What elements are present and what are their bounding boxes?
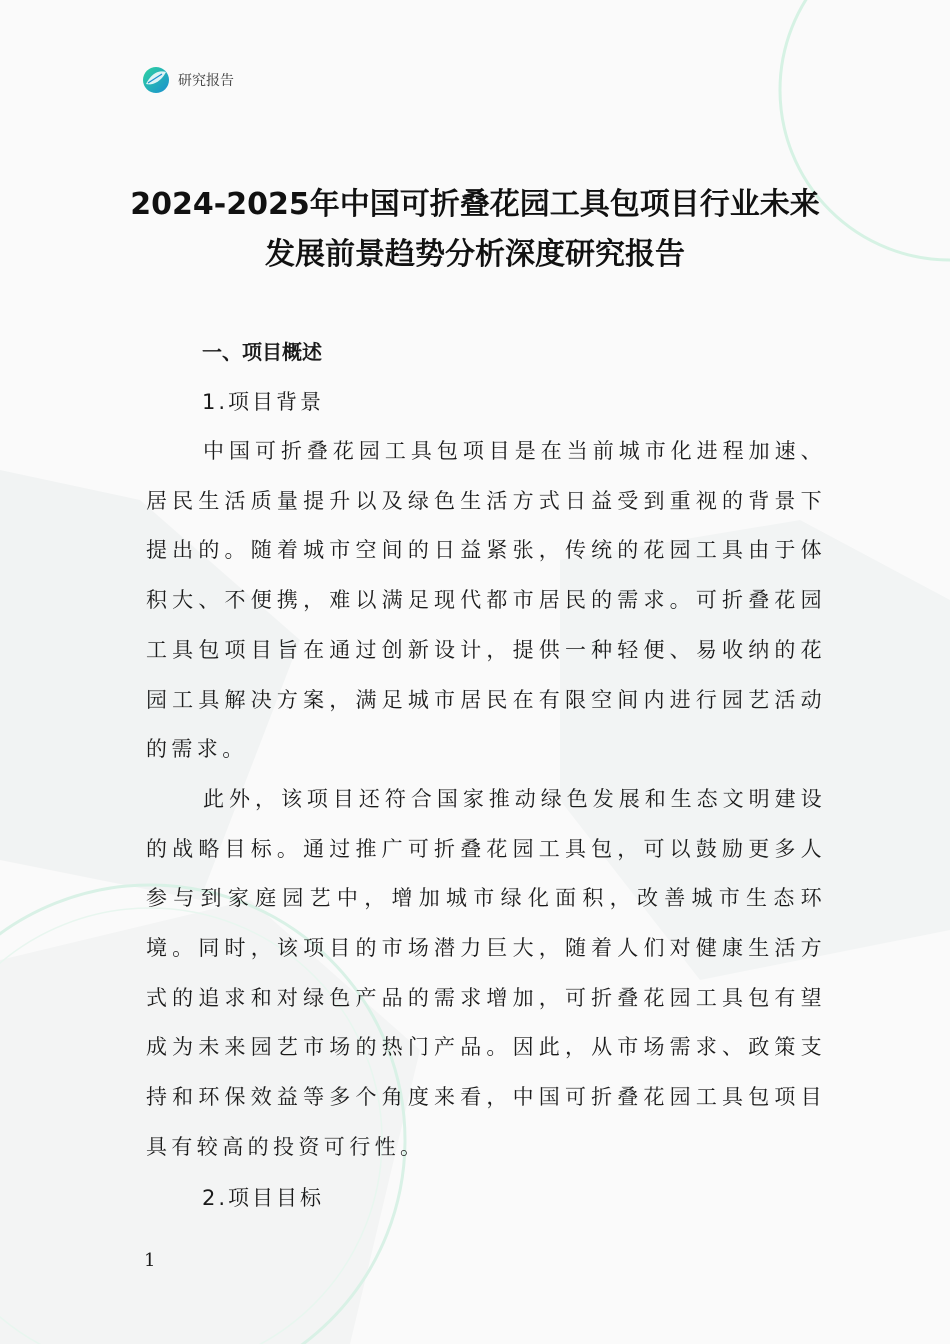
subsection-heading-goal: 2.项目目标 bbox=[202, 1185, 325, 1210]
header-label: 研究报告 bbox=[178, 73, 234, 89]
subsection-heading-background: 1.项目背景 bbox=[202, 390, 325, 414]
document-body bbox=[146, 333, 826, 1223]
leaf-logo-icon bbox=[142, 66, 170, 94]
report-header bbox=[142, 66, 234, 94]
document-title: 2024-2025年中国可折叠花园工具包项目行业未来发展前景趋势分析深度研究报告 bbox=[130, 187, 820, 272]
section-heading-overview: 一、项目概述 bbox=[202, 340, 322, 364]
body-paragraph-1: 中国可折叠花园工具包项目是在当前城市化进程加速、居民生活质量提升以及绿色生活方式日益受到重视的背景下提出的。随着城市空间的日益紧张，传统的花园工具由于体积大、不便携，难以满足现代都市居民的需求。可折叠花园工具包项目旨在通过创新设计，提供一种轻便、易收纳的花园工具解决方案，满足城市居民在有限空间内进行园艺活动的需求。 bbox=[146, 439, 826, 762]
page-number: 1 bbox=[144, 1250, 156, 1271]
body-paragraph-2: 此外，该项目还符合国家推动绿色发展和生态文明建设的战略目标。通过推广可折叠花园工具包，可以鼓励更多人参与到家庭园艺中，增加城市绿化面积，改善城市生态环境。同时，该项目的市场潜力巨大，随着人们对健康生活方式的追求和对绿色产品的需求增加，可折叠花园工具包有望成为未来园艺市场的热门产品。因此，从市场需求、政策支持和环保效益等多个角度来看，中国可折叠花园工具包项目具有较高的投资可行性。 bbox=[146, 786, 826, 1159]
